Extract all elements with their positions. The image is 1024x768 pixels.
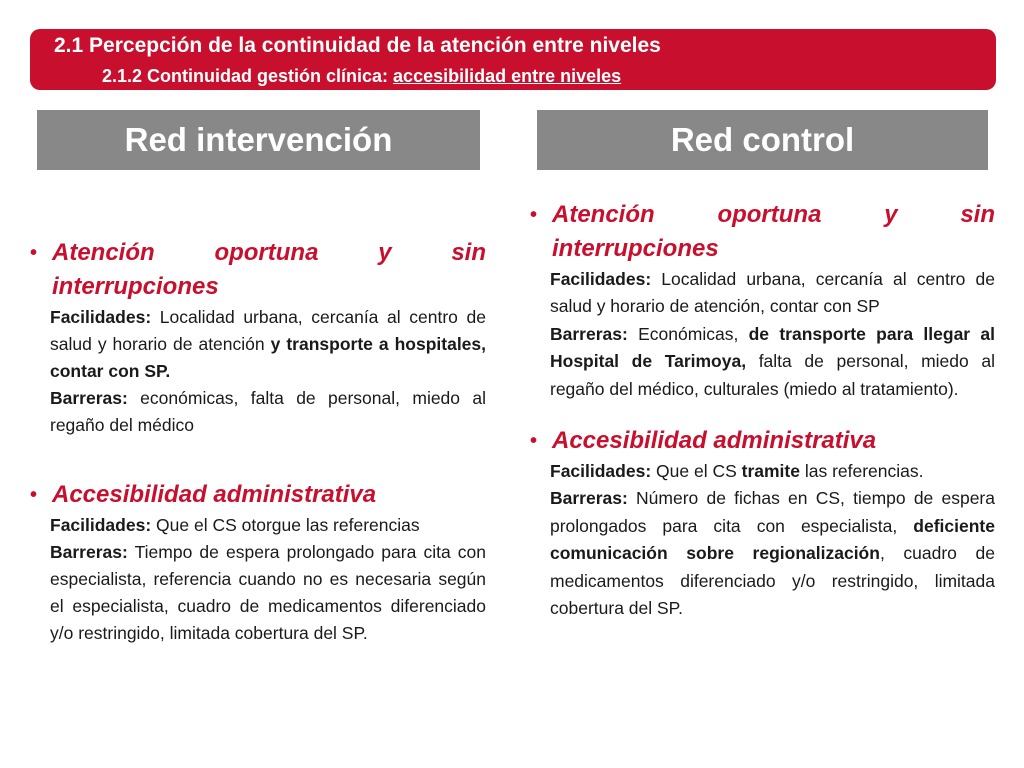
facilidades-text: Localidad urbana, cercanía al centro de salud y horario de atención, contar con SP: [550, 269, 995, 317]
facilidades-paragraph: [30, 512, 486, 539]
barreras-label: Barreras:: [50, 542, 128, 562]
facilidades-text: Que el CS otorgue las referencias: [151, 515, 420, 535]
facilidades-text-end: las referencias.: [799, 461, 924, 482]
facilidades-label: Facilidades:: [550, 461, 652, 482]
barreras-bold-text: deficiente comunicación sobre regionalización: [550, 515, 995, 564]
facilidades-paragraph: [530, 458, 995, 485]
barreras-label: Barreras:: [550, 488, 628, 509]
barreras-paragraph: [530, 485, 995, 622]
facilidades-paragraph: [30, 304, 486, 385]
facilidades-label: Facilidades:: [50, 307, 152, 327]
topic-title: Atención oportuna y sin interrupciones: [552, 201, 995, 262]
barreras-paragraph: [30, 385, 486, 439]
facilidades-label: Facilidades:: [550, 269, 652, 289]
column-control: [530, 198, 995, 622]
section-subtitle: [102, 66, 621, 87]
barreras-label: Barreras:: [550, 323, 628, 344]
barreras-text: Económicas,: [627, 323, 749, 344]
column-intervention: [30, 236, 486, 647]
column-heading-control: Red control: [537, 110, 988, 170]
bullet-icon: •: [530, 204, 538, 226]
facilidades-text: Localidad urbana, cercanía al centro de salud y horario de atención: [50, 307, 486, 354]
barreras-bold-text: de transporte para llegar al Hospital de Tarimoya,: [550, 323, 996, 372]
barreras-text-end: , cuadro de medicamentos diferenciado y/o restringido, limitada cobertura del SP.: [550, 543, 995, 619]
barreras-text: Número de fichas en CS, tiempo de espera prolongados para cita con especialista,: [550, 488, 995, 536]
bullet-icon: •: [30, 242, 38, 264]
barreras-paragraph: [30, 539, 486, 647]
facilidades-bold-text: y transporte a hospitales, contar con SP.: [50, 334, 487, 381]
bullet-icon: •: [30, 484, 38, 506]
topic-admin-access: [30, 478, 486, 512]
barreras-text: económicas, falta de personal, miedo al regaño del médico: [50, 388, 486, 435]
subtitle-prefix: 2.1.2 Continuidad gestión clínica:: [102, 66, 394, 86]
subtitle-underlined: accesibilidad entre niveles: [393, 66, 622, 86]
barreras-text: Tiempo de espera prolongado para cita con especialista, referencia cuando no es necesaria según el especialista, cuadro de medicamentos diferenciado y/o restringido, limitada cobertura del SP.: [50, 542, 486, 643]
facilidades-text: Que el CS: [651, 461, 742, 482]
topic-admin-access: [530, 424, 995, 458]
barreras-text-end: falta de personal, miedo al regaño del médico, culturales (miedo al tratamiento).: [550, 351, 995, 399]
column-heading-intervention: Red intervención: [37, 110, 480, 170]
topic-timely-care: [30, 236, 486, 304]
facilidades-paragraph: [530, 266, 995, 321]
topic-title: Atención oportuna y sin interrupciones: [52, 239, 486, 300]
topic-title: Accesibilidad administrativa: [52, 481, 377, 508]
section-title: 2.1 Percepción de la continuidad de la atención entre niveles: [54, 34, 661, 57]
facilidades-label: Facilidades:: [50, 515, 152, 535]
section-title-banner: [30, 29, 996, 90]
barreras-label: Barreras:: [50, 388, 128, 408]
bullet-icon: •: [530, 430, 538, 453]
topic-timely-care: [530, 198, 995, 266]
topic-title: Accesibilidad administrativa: [552, 427, 877, 455]
facilidades-bold-text: tramite: [741, 461, 800, 482]
barreras-paragraph: [530, 321, 995, 403]
